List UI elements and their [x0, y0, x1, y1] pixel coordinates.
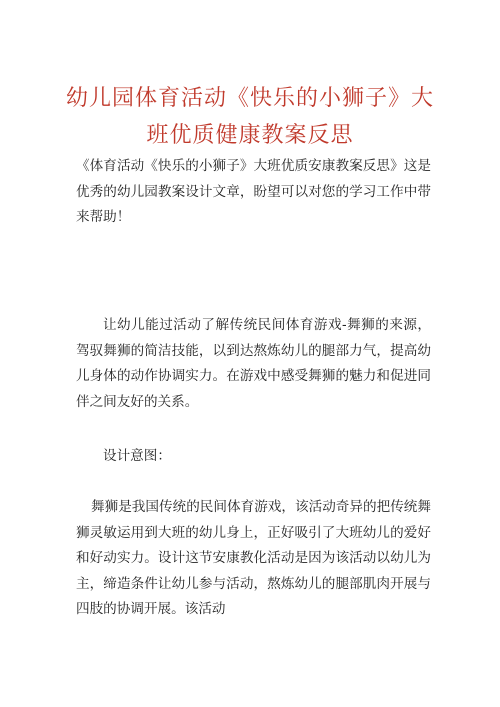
section-heading: 设计意图：	[103, 448, 171, 464]
objectives-paragraph: 让幼儿能过活动了解传统民间体育游戏-舞狮的来源，驾驭舞狮的简洁技能，以到达熬炼幼儿的腿部力气，提高幼儿身体的动作协调实力。在游戏中感受舞狮的魅力和促进同伴之间友好的关系。	[76, 317, 431, 410]
document-title-line-1: 幼儿园体育活动《快乐的小狮子》大	[65, 86, 434, 111]
design-intent-paragraph: 舞狮是我国传统的民间体育游戏，该活动奇异的把传统舞狮灵敏运用到大班的幼儿身上，正好吸引了大班幼儿的爱好和好动实力。设计这节安康教化活动是因为该活动以幼儿为主，缔造条件让幼儿参与活动，熬炼幼儿的腿部肌肉开展与四肢的协调开展。该活动	[76, 499, 431, 617]
document-title-line-2: 班优质健康教案反思	[146, 123, 354, 148]
intro-paragraph: 《体育活动《快乐的小狮子》大班优质安康教案反思》这是优秀的幼儿园教案设计文章，盼望可以对您的学习工作中带来帮助！	[76, 158, 431, 225]
